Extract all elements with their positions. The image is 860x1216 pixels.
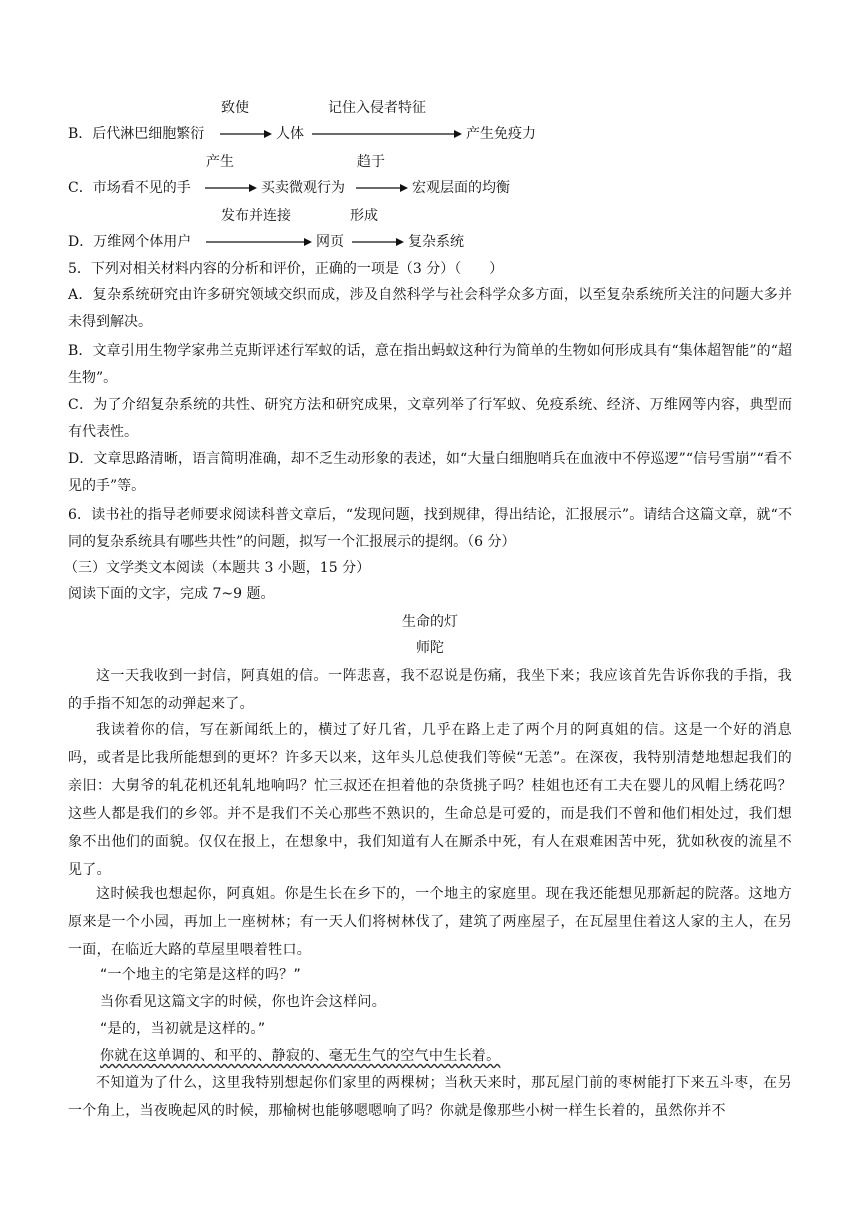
diagram-d-node-3: 复杂系统 bbox=[408, 234, 464, 250]
article-paragraph-8: 不知道为了什么，这里我特别想起你们家里的两棵树；当秋天来时，那瓦屋门前的枣树能打下来五斗枣，在另一个角上，当夜晚起风的时候，那榆树也能够嗯嗯响了吗？你就是像那些小树一样生长着的，虽然你并不 bbox=[68, 1075, 792, 1119]
article-paragraph-3: 这时候我也想起你，阿真姐。你是生长在乡下的，一个地主的家庭里。现在我还能想见那新起的院落。这地方原来是一个小园，再加上一座树林；有一天人们将树林伐了，建筑了两座屋子，在瓦屋里住着这人家的主人，在另一面，在临近大路的草屋里喂着牲口。 bbox=[68, 886, 792, 958]
article-paragraph-6: “是的，当初就是这样的。” bbox=[100, 1021, 266, 1037]
diagram-d-arrow-1 bbox=[206, 236, 312, 248]
q5-option-b: B．文章引用生物学家弗兰克斯评述行军蚁的话，意在指出蚂蚁这种行为简单的生物如何形成具有“集体超智能”的“超生物”。 bbox=[68, 343, 792, 386]
section-instruction: 阅读下面的文字，完成 7~9 题。 bbox=[68, 586, 275, 602]
diagram-b-node-3: 产生免疫力 bbox=[466, 126, 536, 142]
diagram-c-arrow-2 bbox=[356, 182, 408, 194]
article-title: 生命的灯 bbox=[402, 614, 458, 630]
q5-stem: 5．下列对相关材料内容的分析和评价，正确的一项是（3 分）（ ） bbox=[68, 261, 504, 277]
diagram-c-label-1: 产生 bbox=[206, 154, 234, 170]
q5-option-d: D．文章思路清晰，语言简明准确，却不乏生动形象的表述，如“大量白细胞哨兵在血液中不停巡逻”“信号雪崩”“看不见的手”等。 bbox=[68, 451, 792, 494]
article-author: 师陀 bbox=[416, 640, 444, 656]
diagram-b-arrow-1 bbox=[220, 128, 272, 140]
diagram-b-label-2: 记住入侵者特征 bbox=[328, 100, 426, 116]
q6-stem: 6．读书社的指导老师要求阅读科普文章后，“发现问题，找到规律，得出结论，汇报展示”。请结合这篇文章，就“不同的复杂系统具有哪些共性”的问题，拟写一个汇报展示的提纲。（6 分） bbox=[68, 507, 792, 550]
diagram-b-label-1: 致使 bbox=[221, 100, 249, 116]
q5-option-a: A．复杂系统研究由许多研究领域交织而成，涉及自然科学与社会科学众多方面，以至复杂系统所关注的问题大多并未得到解决。 bbox=[68, 287, 792, 330]
article-paragraph-4: “一个地主的宅第是这样的吗？” bbox=[100, 967, 302, 983]
diagram-d-option: D．万维网个体用户 bbox=[68, 234, 192, 250]
article-paragraph-2: 我读着你的信，写在新闻纸上的，横过了好几省，几乎在路上走了两个月的阿真姐的信。这是一个好的消息吗，或者是比我所能想到的更坏？许多天以来，这年头儿总使我们等候“无恙”。在深夜，我特别清楚地想起我们的亲旧：大舅爷的轧花机还轧轧地响吗？忙三叔还在担着他的杂货挑子吗？桂姐也还有工夫在婴儿的风帽上绣花吗？这些人都是我们的乡邻。并不是我们不关心那些不熟识的，生命总是可爱的，而是我们不曾和他们相处过，我们想象不出他们的面貌。仅仅在报上，在想象中，我们知道有人在厮杀中死，有人在艰难困苦中死，犹如秋夜的流星不见了。 bbox=[68, 722, 792, 878]
section-heading: （三）文学类文本阅读（本题共 3 小题，15 分） bbox=[64, 560, 371, 576]
diagram-d-node-2: 网页 bbox=[316, 234, 344, 250]
diagram-c-arrow-1 bbox=[205, 182, 257, 194]
article-paragraph-7-wrap bbox=[100, 1042, 792, 1070]
diagram-c-label-2: 趋于 bbox=[357, 154, 385, 170]
article-paragraph-7: 你就在这单调的、和平的、静寂的、毫无生气的空气中生长着。 bbox=[100, 1048, 501, 1064]
article-paragraph-1: 这一天我收到一封信，阿真姐的信。一阵悲喜，我不忍说是伤痛，我坐下来；我应该首先告诉你我的手指，我的手指不知怎的动弹起来了。 bbox=[68, 668, 792, 712]
diagram-b-node-2: 人体 bbox=[276, 126, 304, 142]
diagram-c-node-3: 宏观层面的均衡 bbox=[412, 180, 510, 196]
diagram-b-option: B．后代淋巴细胞繁衍 bbox=[68, 126, 205, 142]
diagram-d-label-2: 形成 bbox=[350, 208, 378, 224]
diagram-d-arrow-2 bbox=[352, 236, 404, 248]
q5-option-c: C．为了介绍复杂系统的共性、研究方法和研究成果，文章列举了行军蚁、免疫系统、经济、万维网等内容，典型而有代表性。 bbox=[68, 397, 792, 440]
article-paragraph-5: 当你看见这篇文字的时候，你也许会这样问。 bbox=[100, 994, 386, 1010]
diagram-d-label-1: 发布并连接 bbox=[221, 208, 291, 224]
diagram-c-node-2: 买卖微观行为 bbox=[261, 180, 345, 196]
diagram-c-option: C．市场看不见的手 bbox=[68, 180, 191, 196]
diagram-b-arrow-2 bbox=[312, 128, 462, 140]
